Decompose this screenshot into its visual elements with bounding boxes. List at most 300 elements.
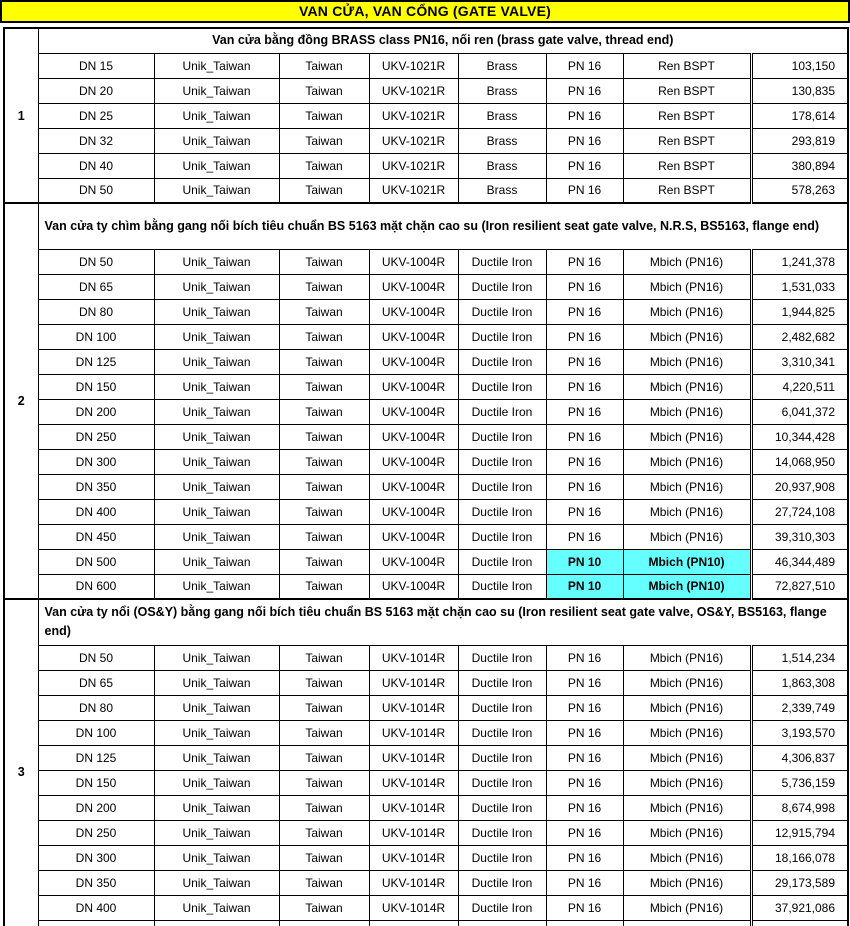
material-cell: Ductile Iron bbox=[458, 249, 546, 274]
dn-size-cell: DN 250 bbox=[38, 820, 154, 845]
table-row bbox=[4, 274, 848, 299]
material-cell: Brass bbox=[458, 103, 546, 128]
model-code-cell: UKV-1014R bbox=[369, 895, 458, 920]
dn-size-cell: DN 40 bbox=[38, 153, 154, 178]
table-row bbox=[4, 449, 848, 474]
origin-cell: Taiwan bbox=[279, 474, 369, 499]
manufacturer-cell: Unik_Taiwan bbox=[154, 249, 279, 274]
manufacturer-cell: Unik_Taiwan bbox=[154, 153, 279, 178]
table-row bbox=[4, 820, 848, 845]
price-vnd-cell: 5,736,159 bbox=[751, 770, 848, 795]
origin-cell: Taiwan bbox=[279, 324, 369, 349]
connection-cell: Ren BSPT bbox=[623, 153, 751, 178]
dn-size-cell: DN 300 bbox=[38, 845, 154, 870]
origin-cell: Taiwan bbox=[279, 770, 369, 795]
table-row bbox=[4, 745, 848, 770]
price-vnd-cell: 293,819 bbox=[751, 128, 848, 153]
pressure-rating-cell: PN 16 bbox=[546, 770, 623, 795]
origin-cell: Taiwan bbox=[279, 53, 369, 78]
material-cell: Ductile Iron bbox=[458, 670, 546, 695]
dn-size-cell: DN 350 bbox=[38, 870, 154, 895]
manufacturer-cell: Unik_Taiwan bbox=[154, 820, 279, 845]
price-vnd-cell: 14,068,950 bbox=[751, 449, 848, 474]
pressure-rating-cell: PN 16 bbox=[546, 670, 623, 695]
price-vnd-cell: 1,863,308 bbox=[751, 670, 848, 695]
manufacturer-cell: Unik_Taiwan bbox=[154, 299, 279, 324]
table-row bbox=[4, 524, 848, 549]
material-cell: Ductile Iron bbox=[458, 820, 546, 845]
material-cell: Ductile Iron bbox=[458, 695, 546, 720]
connection-cell: Mbich (PN16) bbox=[623, 424, 751, 449]
dn-size-cell: DN 80 bbox=[38, 299, 154, 324]
connection-cell: Mbich (PN10) bbox=[623, 549, 751, 574]
model-code-cell: UKV-1021R bbox=[369, 128, 458, 153]
connection-cell: Mbich (PN16) bbox=[623, 299, 751, 324]
section-header-row bbox=[4, 28, 848, 53]
model-code-cell: UKV-1014R bbox=[369, 820, 458, 845]
connection-cell: Mbich (PN16) bbox=[623, 645, 751, 670]
section-number: 2 bbox=[4, 203, 38, 599]
table-row bbox=[4, 474, 848, 499]
pressure-rating-cell: PN 10 bbox=[546, 574, 623, 599]
table-row bbox=[4, 78, 848, 103]
origin-cell: Taiwan bbox=[279, 153, 369, 178]
model-code-cell: UKV-1004R bbox=[369, 274, 458, 299]
table-row bbox=[4, 870, 848, 895]
material-cell: Ductile Iron bbox=[458, 845, 546, 870]
dn-size-cell: DN 300 bbox=[38, 449, 154, 474]
pressure-rating-cell: PN 16 bbox=[546, 424, 623, 449]
model-code-cell: UKV-1004R bbox=[369, 449, 458, 474]
table-row bbox=[4, 845, 848, 870]
connection-cell: Ren BSPT bbox=[623, 78, 751, 103]
dn-size-cell: DN 50 bbox=[38, 645, 154, 670]
manufacturer-cell: Unik_Taiwan bbox=[154, 574, 279, 599]
manufacturer-cell: Unik_Taiwan bbox=[154, 770, 279, 795]
model-code-cell: UKV-1004R bbox=[369, 349, 458, 374]
origin-cell: Taiwan bbox=[279, 895, 369, 920]
material-cell: Ductile Iron bbox=[458, 770, 546, 795]
pressure-rating-cell: PN 16 bbox=[546, 695, 623, 720]
manufacturer-cell: Unik_Taiwan bbox=[154, 374, 279, 399]
material-cell: Ductile Iron bbox=[458, 745, 546, 770]
connection-cell: Mbich (PN16) bbox=[623, 895, 751, 920]
price-vnd-cell: 2,339,749 bbox=[751, 695, 848, 720]
origin-cell: Taiwan bbox=[279, 178, 369, 203]
pressure-rating-cell: PN 16 bbox=[546, 153, 623, 178]
model-code-cell: UKV-1004R bbox=[369, 249, 458, 274]
price-table-body bbox=[4, 28, 848, 926]
table-row bbox=[4, 645, 848, 670]
origin-cell: Taiwan bbox=[279, 695, 369, 720]
material-cell: Brass bbox=[458, 128, 546, 153]
dn-size-cell: DN 32 bbox=[38, 128, 154, 153]
price-vnd-cell: 380,894 bbox=[751, 153, 848, 178]
model-code-cell: UKV-1004R bbox=[369, 524, 458, 549]
manufacturer-cell: Unik_Taiwan bbox=[154, 449, 279, 474]
price-vnd-cell: 1,944,825 bbox=[751, 299, 848, 324]
material-cell: Ductile Iron bbox=[458, 399, 546, 424]
pressure-rating-cell: PN 16 bbox=[546, 249, 623, 274]
dn-size-cell: DN 500 bbox=[38, 549, 154, 574]
pressure-rating-cell bbox=[546, 920, 623, 926]
table-row bbox=[4, 349, 848, 374]
origin-cell: Taiwan bbox=[279, 499, 369, 524]
model-code-cell: UKV-1021R bbox=[369, 103, 458, 128]
manufacturer-cell: Unik_Taiwan bbox=[154, 645, 279, 670]
material-cell: Ductile Iron bbox=[458, 324, 546, 349]
dn-size-cell: DN 50 bbox=[38, 178, 154, 203]
origin-cell: Taiwan bbox=[279, 549, 369, 574]
table-row bbox=[4, 499, 848, 524]
manufacturer-cell: Unik_Taiwan bbox=[154, 499, 279, 524]
price-vnd-cell: 72,827,510 bbox=[751, 574, 848, 599]
material-cell: Ductile Iron bbox=[458, 299, 546, 324]
origin-cell: Taiwan bbox=[279, 299, 369, 324]
model-code-cell: UKV-1004R bbox=[369, 299, 458, 324]
origin-cell bbox=[279, 920, 369, 926]
dn-size-cell: DN 250 bbox=[38, 424, 154, 449]
model-code-cell: UKV-1014R bbox=[369, 770, 458, 795]
model-code-cell: UKV-1014R bbox=[369, 670, 458, 695]
price-vnd-cell: 6,041,372 bbox=[751, 399, 848, 424]
price-vnd-cell: 178,614 bbox=[751, 103, 848, 128]
origin-cell: Taiwan bbox=[279, 524, 369, 549]
table-row bbox=[4, 178, 848, 203]
section-title: Van cửa ty nổi (OS&Y) bằng gang nối bích tiêu chuẩn BS 5163 mặt chặn cao su (Iron resilient seat gate valve, OS&Y, BS5163, flange end) bbox=[38, 599, 848, 645]
section-title: Van cửa bằng đồng BRASS class PN16, nối ren (brass gate valve, thread end) bbox=[38, 28, 848, 53]
material-cell: Ductile Iron bbox=[458, 474, 546, 499]
material-cell: Ductile Iron bbox=[458, 499, 546, 524]
pressure-rating-cell: PN 16 bbox=[546, 449, 623, 474]
connection-cell bbox=[623, 920, 751, 926]
pressure-rating-cell: PN 16 bbox=[546, 820, 623, 845]
model-code-cell: UKV-1021R bbox=[369, 78, 458, 103]
manufacturer-cell: Unik_Taiwan bbox=[154, 78, 279, 103]
pressure-rating-cell: PN 16 bbox=[546, 845, 623, 870]
price-vnd-cell: 1,531,033 bbox=[751, 274, 848, 299]
manufacturer-cell: Unik_Taiwan bbox=[154, 549, 279, 574]
connection-cell: Ren BSPT bbox=[623, 178, 751, 203]
price-vnd-cell: 8,674,998 bbox=[751, 795, 848, 820]
section-number: 1 bbox=[4, 28, 38, 203]
manufacturer-cell: Unik_Taiwan bbox=[154, 870, 279, 895]
material-cell: Ductile Iron bbox=[458, 795, 546, 820]
table-row bbox=[4, 128, 848, 153]
section-title: Van cửa ty chìm bằng gang nối bích tiêu chuẩn BS 5163 mặt chặn cao su (Iron resilient seat gate valve, N.R.S, BS5163, flange end) bbox=[38, 203, 848, 249]
manufacturer-cell: Unik_Taiwan bbox=[154, 474, 279, 499]
dn-size-cell: DN 125 bbox=[38, 349, 154, 374]
pressure-rating-cell: PN 16 bbox=[546, 399, 623, 424]
pressure-rating-cell: PN 16 bbox=[546, 474, 623, 499]
table-row bbox=[4, 770, 848, 795]
dn-size-cell: DN 65 bbox=[38, 670, 154, 695]
connection-cell: Ren BSPT bbox=[623, 103, 751, 128]
pressure-rating-cell: PN 16 bbox=[546, 78, 623, 103]
material-cell: Brass bbox=[458, 53, 546, 78]
connection-cell: Mbich (PN16) bbox=[623, 524, 751, 549]
price-vnd-cell: 2,482,682 bbox=[751, 324, 848, 349]
dn-size-cell: DN 600 bbox=[38, 574, 154, 599]
connection-cell: Mbich (PN16) bbox=[623, 349, 751, 374]
table-row bbox=[4, 299, 848, 324]
manufacturer-cell: Unik_Taiwan bbox=[154, 399, 279, 424]
price-vnd-cell: 20,937,908 bbox=[751, 474, 848, 499]
connection-cell: Mbich (PN16) bbox=[623, 249, 751, 274]
pressure-rating-cell: PN 16 bbox=[546, 374, 623, 399]
origin-cell: Taiwan bbox=[279, 374, 369, 399]
material-cell: Ductile Iron bbox=[458, 720, 546, 745]
pressure-rating-cell: PN 16 bbox=[546, 274, 623, 299]
pressure-rating-cell: PN 16 bbox=[546, 720, 623, 745]
price-vnd-cell: 578,263 bbox=[751, 178, 848, 203]
material-cell: Ductile Iron bbox=[458, 574, 546, 599]
material-cell: Ductile Iron bbox=[458, 449, 546, 474]
material-cell: Brass bbox=[458, 153, 546, 178]
origin-cell: Taiwan bbox=[279, 399, 369, 424]
section-header-row bbox=[4, 599, 848, 645]
model-code-cell: UKV-1004R bbox=[369, 399, 458, 424]
table-row bbox=[4, 53, 848, 78]
material-cell: Ductile Iron bbox=[458, 524, 546, 549]
dn-size-cell: DN 80 bbox=[38, 695, 154, 720]
pressure-rating-cell: PN 16 bbox=[546, 349, 623, 374]
pressure-rating-cell: PN 16 bbox=[546, 795, 623, 820]
manufacturer-cell: Unik_Taiwan bbox=[154, 795, 279, 820]
price-vnd-cell: 46,344,489 bbox=[751, 549, 848, 574]
connection-cell: Ren BSPT bbox=[623, 53, 751, 78]
model-code-cell: UKV-1014R bbox=[369, 745, 458, 770]
manufacturer-cell: Unik_Taiwan bbox=[154, 895, 279, 920]
connection-cell: Mbich (PN16) bbox=[623, 374, 751, 399]
manufacturer-cell: Unik_Taiwan bbox=[154, 53, 279, 78]
pressure-rating-cell: PN 16 bbox=[546, 178, 623, 203]
pressure-rating-cell: PN 16 bbox=[546, 745, 623, 770]
connection-cell: Mbich (PN16) bbox=[623, 720, 751, 745]
origin-cell: Taiwan bbox=[279, 574, 369, 599]
pressure-rating-cell: PN 16 bbox=[546, 645, 623, 670]
section-header-row bbox=[4, 203, 848, 249]
origin-cell: Taiwan bbox=[279, 128, 369, 153]
dn-size-cell: DN 200 bbox=[38, 795, 154, 820]
material-cell: Ductile Iron bbox=[458, 349, 546, 374]
pressure-rating-cell: PN 10 bbox=[546, 549, 623, 574]
dn-size-cell: DN 400 bbox=[38, 895, 154, 920]
manufacturer-cell: Unik_Taiwan bbox=[154, 845, 279, 870]
pressure-rating-cell: PN 16 bbox=[546, 128, 623, 153]
manufacturer-cell: Unik_Taiwan bbox=[154, 524, 279, 549]
origin-cell: Taiwan bbox=[279, 870, 369, 895]
connection-cell: Mbich (PN16) bbox=[623, 745, 751, 770]
partial-row bbox=[4, 920, 848, 926]
dn-size-cell: DN 20 bbox=[38, 78, 154, 103]
price-vnd-cell: 37,921,086 bbox=[751, 895, 848, 920]
connection-cell: Mbich (PN16) bbox=[623, 449, 751, 474]
manufacturer-cell: Unik_Taiwan bbox=[154, 720, 279, 745]
table-row bbox=[4, 249, 848, 274]
origin-cell: Taiwan bbox=[279, 274, 369, 299]
dn-size-cell: DN 450 bbox=[38, 524, 154, 549]
section-number: 3 bbox=[4, 599, 38, 926]
pressure-rating-cell: PN 16 bbox=[546, 499, 623, 524]
connection-cell: Mbich (PN16) bbox=[623, 845, 751, 870]
pressure-rating-cell: PN 16 bbox=[546, 895, 623, 920]
table-row bbox=[4, 424, 848, 449]
connection-cell: Mbich (PN16) bbox=[623, 795, 751, 820]
table-row bbox=[4, 103, 848, 128]
dn-size-cell: DN 150 bbox=[38, 374, 154, 399]
connection-cell: Mbich (PN16) bbox=[623, 820, 751, 845]
price-vnd-cell: 39,310,303 bbox=[751, 524, 848, 549]
dn-size-cell: DN 100 bbox=[38, 720, 154, 745]
origin-cell: Taiwan bbox=[279, 845, 369, 870]
manufacturer-cell: Unik_Taiwan bbox=[154, 424, 279, 449]
price-vnd-cell: 130,835 bbox=[751, 78, 848, 103]
table-row bbox=[4, 795, 848, 820]
pressure-rating-cell: PN 16 bbox=[546, 870, 623, 895]
table-row bbox=[4, 574, 848, 599]
model-code-cell: UKV-1014R bbox=[369, 695, 458, 720]
model-code-cell: UKV-1004R bbox=[369, 499, 458, 524]
manufacturer-cell: Unik_Taiwan bbox=[154, 128, 279, 153]
dn-size-cell: DN 50 bbox=[38, 249, 154, 274]
connection-cell: Mbich (PN16) bbox=[623, 324, 751, 349]
material-cell: Ductile Iron bbox=[458, 895, 546, 920]
connection-cell: Mbich (PN16) bbox=[623, 274, 751, 299]
price-vnd-cell: 18,166,078 bbox=[751, 845, 848, 870]
origin-cell: Taiwan bbox=[279, 745, 369, 770]
material-cell: Ductile Iron bbox=[458, 424, 546, 449]
connection-cell: Mbich (PN16) bbox=[623, 399, 751, 424]
dn-size-cell: DN 100 bbox=[38, 324, 154, 349]
table-row bbox=[4, 324, 848, 349]
model-code-cell bbox=[369, 920, 458, 926]
model-code-cell: UKV-1021R bbox=[369, 53, 458, 78]
origin-cell: Taiwan bbox=[279, 449, 369, 474]
price-vnd-cell: 12,915,794 bbox=[751, 820, 848, 845]
price-vnd-cell: 3,193,570 bbox=[751, 720, 848, 745]
table-row bbox=[4, 720, 848, 745]
origin-cell: Taiwan bbox=[279, 424, 369, 449]
model-code-cell: UKV-1014R bbox=[369, 845, 458, 870]
dn-size-cell: DN 350 bbox=[38, 474, 154, 499]
model-code-cell: UKV-1004R bbox=[369, 549, 458, 574]
manufacturer-cell: Unik_Taiwan bbox=[154, 670, 279, 695]
model-code-cell: UKV-1021R bbox=[369, 178, 458, 203]
pressure-rating-cell: PN 16 bbox=[546, 524, 623, 549]
connection-cell: Mbich (PN16) bbox=[623, 695, 751, 720]
manufacturer-cell: Unik_Taiwan bbox=[154, 178, 279, 203]
price-vnd-cell: 10,344,428 bbox=[751, 424, 848, 449]
material-cell: Ductile Iron bbox=[458, 549, 546, 574]
dn-size-cell: DN 125 bbox=[38, 745, 154, 770]
model-code-cell: UKV-1014R bbox=[369, 795, 458, 820]
price-vnd-cell: 3,310,341 bbox=[751, 349, 848, 374]
material-cell: Brass bbox=[458, 78, 546, 103]
dn-size-cell: DN 150 bbox=[38, 770, 154, 795]
price-vnd-cell: 1,241,378 bbox=[751, 249, 848, 274]
table-row bbox=[4, 895, 848, 920]
table-row bbox=[4, 695, 848, 720]
price-table bbox=[3, 27, 849, 926]
material-cell: Brass bbox=[458, 178, 546, 203]
material-cell: Ductile Iron bbox=[458, 645, 546, 670]
dn-size-cell bbox=[38, 920, 154, 926]
model-code-cell: UKV-1014R bbox=[369, 870, 458, 895]
price-vnd-cell: 4,306,837 bbox=[751, 745, 848, 770]
dn-size-cell: DN 400 bbox=[38, 499, 154, 524]
dn-size-cell: DN 25 bbox=[38, 103, 154, 128]
price-vnd-cell: 29,173,589 bbox=[751, 870, 848, 895]
connection-cell: Mbich (PN16) bbox=[623, 499, 751, 524]
material-cell bbox=[458, 920, 546, 926]
connection-cell: Ren BSPT bbox=[623, 128, 751, 153]
origin-cell: Taiwan bbox=[279, 78, 369, 103]
dn-size-cell: DN 200 bbox=[38, 399, 154, 424]
model-code-cell: UKV-1004R bbox=[369, 324, 458, 349]
pressure-rating-cell: PN 16 bbox=[546, 299, 623, 324]
price-vnd-cell: 27,724,108 bbox=[751, 499, 848, 524]
origin-cell: Taiwan bbox=[279, 249, 369, 274]
dn-size-cell: DN 15 bbox=[38, 53, 154, 78]
origin-cell: Taiwan bbox=[279, 670, 369, 695]
material-cell: Ductile Iron bbox=[458, 274, 546, 299]
table-row bbox=[4, 399, 848, 424]
price-vnd-cell bbox=[751, 920, 848, 926]
table-row bbox=[4, 374, 848, 399]
connection-cell: Mbich (PN10) bbox=[623, 574, 751, 599]
connection-cell: Mbich (PN16) bbox=[623, 670, 751, 695]
model-code-cell: UKV-1004R bbox=[369, 374, 458, 399]
origin-cell: Taiwan bbox=[279, 103, 369, 128]
manufacturer-cell bbox=[154, 920, 279, 926]
material-cell: Ductile Iron bbox=[458, 374, 546, 399]
pressure-rating-cell: PN 16 bbox=[546, 53, 623, 78]
origin-cell: Taiwan bbox=[279, 820, 369, 845]
price-vnd-cell: 4,220,511 bbox=[751, 374, 848, 399]
dn-size-cell: DN 65 bbox=[38, 274, 154, 299]
manufacturer-cell: Unik_Taiwan bbox=[154, 103, 279, 128]
manufacturer-cell: Unik_Taiwan bbox=[154, 349, 279, 374]
pressure-rating-cell: PN 16 bbox=[546, 103, 623, 128]
connection-cell: Mbich (PN16) bbox=[623, 770, 751, 795]
page-title: VAN CỬA, VAN CỔNG (GATE VALVE) bbox=[0, 0, 850, 23]
origin-cell: Taiwan bbox=[279, 349, 369, 374]
model-code-cell: UKV-1021R bbox=[369, 153, 458, 178]
table-row bbox=[4, 153, 848, 178]
connection-cell: Mbich (PN16) bbox=[623, 870, 751, 895]
price-vnd-cell: 1,514,234 bbox=[751, 645, 848, 670]
model-code-cell: UKV-1014R bbox=[369, 645, 458, 670]
manufacturer-cell: Unik_Taiwan bbox=[154, 695, 279, 720]
origin-cell: Taiwan bbox=[279, 795, 369, 820]
model-code-cell: UKV-1004R bbox=[369, 424, 458, 449]
model-code-cell: UKV-1004R bbox=[369, 474, 458, 499]
connection-cell: Mbich (PN16) bbox=[623, 474, 751, 499]
table-row bbox=[4, 549, 848, 574]
manufacturer-cell: Unik_Taiwan bbox=[154, 324, 279, 349]
price-vnd-cell: 103,150 bbox=[751, 53, 848, 78]
pressure-rating-cell: PN 16 bbox=[546, 324, 623, 349]
model-code-cell: UKV-1014R bbox=[369, 720, 458, 745]
table-row bbox=[4, 670, 848, 695]
manufacturer-cell: Unik_Taiwan bbox=[154, 745, 279, 770]
origin-cell: Taiwan bbox=[279, 720, 369, 745]
manufacturer-cell: Unik_Taiwan bbox=[154, 274, 279, 299]
origin-cell: Taiwan bbox=[279, 645, 369, 670]
material-cell: Ductile Iron bbox=[458, 870, 546, 895]
model-code-cell: UKV-1004R bbox=[369, 574, 458, 599]
